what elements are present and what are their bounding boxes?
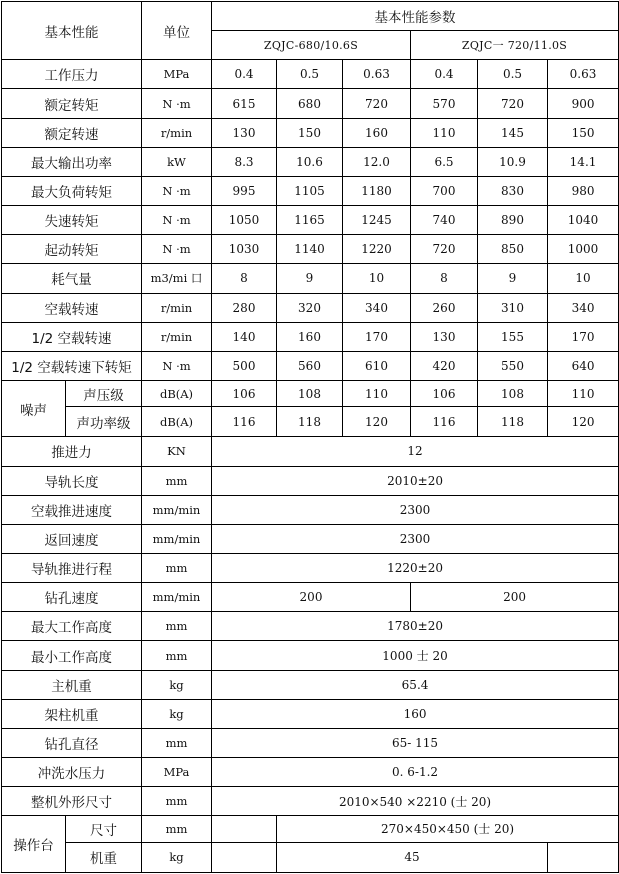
row-unit: kg (142, 699, 212, 728)
cell: 9 (277, 264, 343, 293)
cell: 1000 士 20 (212, 641, 619, 670)
cell: 9 (478, 264, 548, 293)
cell: 980 (548, 176, 619, 205)
header-params: 基本性能参数 (212, 2, 619, 31)
cell: 170 (343, 322, 411, 351)
cell: 560 (277, 351, 343, 380)
cell: 10 (343, 264, 411, 293)
row-unit: MPa (142, 60, 212, 89)
row-console-weight (2, 842, 619, 872)
header-model-2: ZQJC一 720/11.0S (411, 31, 619, 60)
cell: 116 (212, 407, 277, 437)
row-rail-stroke (2, 553, 619, 582)
cell: 610 (343, 351, 411, 380)
cell: 150 (277, 118, 343, 147)
cell: 1050 (212, 206, 277, 235)
row-unit: mm (142, 641, 212, 670)
cell: 130 (411, 322, 478, 351)
row-label: 声压级 (66, 381, 142, 407)
row-unit: dB(A) (142, 381, 212, 407)
row-label: 声功率级 (66, 407, 142, 437)
row-console-size (2, 816, 619, 842)
cell: 890 (478, 206, 548, 235)
row-drill-diameter (2, 728, 619, 757)
row-max-output-power (2, 147, 619, 176)
cell: 0. 6-1.2 (212, 758, 619, 787)
row-sound-power (2, 407, 619, 437)
row-flush-pressure (2, 758, 619, 787)
row-stall-torque (2, 206, 619, 235)
cell: 615 (212, 89, 277, 118)
cell: 720 (411, 235, 478, 264)
row-column-weight (2, 699, 619, 728)
row-half-idle-torque (2, 351, 619, 380)
row-unit: N ·m (142, 351, 212, 380)
row-label: 失速转矩 (2, 206, 142, 235)
cell: 65.4 (212, 670, 619, 699)
cell: 118 (478, 407, 548, 437)
cell: 2010±20 (212, 466, 619, 495)
row-rated-speed (2, 118, 619, 147)
row-sound-pressure (2, 381, 619, 407)
row-unit: mm (142, 612, 212, 641)
row-label: 额定转速 (2, 118, 142, 147)
cell: 155 (478, 322, 548, 351)
row-unit: mm/min (142, 524, 212, 553)
cell: 1180 (343, 176, 411, 205)
cell: 150 (548, 118, 619, 147)
row-unit: mm (142, 553, 212, 582)
cell: 1140 (277, 235, 343, 264)
cell: 340 (343, 293, 411, 322)
blank-cell (548, 842, 619, 872)
cell: 120 (343, 407, 411, 437)
cell: 12.0 (343, 147, 411, 176)
cell: 0.5 (478, 60, 548, 89)
cell: 0.63 (343, 60, 411, 89)
row-label: 机重 (66, 842, 142, 872)
cell: 1220±20 (212, 553, 619, 582)
row-label: 架柱机重 (2, 699, 142, 728)
cell: 160 (277, 322, 343, 351)
cell: 1000 (548, 235, 619, 264)
cell: 108 (478, 381, 548, 407)
cell: 8 (212, 264, 277, 293)
cell: 500 (212, 351, 277, 380)
row-unit: KN (142, 437, 212, 466)
row-unit: r/min (142, 322, 212, 351)
noise-group-label: 噪声 (2, 381, 66, 437)
cell: 8.3 (212, 147, 277, 176)
row-label: 起动转矩 (2, 235, 142, 264)
row-max-load-torque (2, 176, 619, 205)
cell: 110 (411, 118, 478, 147)
cell: 106 (212, 381, 277, 407)
cell: 116 (411, 407, 478, 437)
row-unit: kg (142, 670, 212, 699)
cell: 1040 (548, 206, 619, 235)
cell: 260 (411, 293, 478, 322)
row-unit: N ·m (142, 176, 212, 205)
cell: 680 (277, 89, 343, 118)
cell: 14.1 (548, 147, 619, 176)
header-property: 基本性能 (2, 2, 142, 60)
cell: 420 (411, 351, 478, 380)
row-label: 1/2 空载转速 (2, 322, 142, 351)
cell: 900 (548, 89, 619, 118)
row-unit: mm (142, 787, 212, 816)
console-group-label: 操作台 (2, 816, 66, 873)
cell: 1030 (212, 235, 277, 264)
cell: 570 (411, 89, 478, 118)
row-label: 主机重 (2, 670, 142, 699)
row-rail-length (2, 466, 619, 495)
row-idle-speed (2, 293, 619, 322)
cell: 120 (548, 407, 619, 437)
cell: 145 (478, 118, 548, 147)
cell: 280 (212, 293, 277, 322)
cell: 310 (478, 293, 548, 322)
cell: 130 (212, 118, 277, 147)
cell: 550 (478, 351, 548, 380)
cell: 0.63 (548, 60, 619, 89)
row-label: 导轨长度 (2, 466, 142, 495)
cell: 106 (411, 381, 478, 407)
cell: 10 (548, 264, 619, 293)
row-label: 最小工作高度 (2, 641, 142, 670)
row-label: 冲洗水压力 (2, 758, 142, 787)
row-label: 最大输出功率 (2, 147, 142, 176)
cell: 10.6 (277, 147, 343, 176)
row-label: 空载转速 (2, 293, 142, 322)
cell: 700 (411, 176, 478, 205)
row-main-weight (2, 670, 619, 699)
row-return-speed (2, 524, 619, 553)
cell: 2300 (212, 495, 619, 524)
cell: 8 (411, 264, 478, 293)
row-label: 工作压力 (2, 60, 142, 89)
row-drill-speed (2, 583, 619, 612)
spec-table (1, 1, 619, 873)
row-label: 钻孔直径 (2, 728, 142, 757)
cell: 200 (411, 583, 619, 612)
cell: 720 (478, 89, 548, 118)
cell: 995 (212, 176, 277, 205)
row-unit: r/min (142, 293, 212, 322)
header-unit: 单位 (142, 2, 212, 60)
cell: 12 (212, 437, 619, 466)
row-unit: kg (142, 842, 212, 872)
row-unit: mm (142, 466, 212, 495)
row-rated-torque (2, 89, 619, 118)
row-label: 耗气量 (2, 264, 142, 293)
cell: 320 (277, 293, 343, 322)
cell: 200 (212, 583, 411, 612)
cell: 110 (548, 381, 619, 407)
cell: 1220 (343, 235, 411, 264)
cell: 850 (478, 235, 548, 264)
row-label: 钻孔速度 (2, 583, 142, 612)
cell: 45 (277, 842, 548, 872)
cell: 65- 115 (212, 728, 619, 757)
row-unit: dB(A) (142, 407, 212, 437)
row-thrust (2, 437, 619, 466)
row-unit: N ·m (142, 206, 212, 235)
row-label: 返回速度 (2, 524, 142, 553)
row-label: 最大负荷转矩 (2, 176, 142, 205)
blank-cell (212, 816, 277, 842)
row-min-work-height (2, 641, 619, 670)
row-work-pressure (2, 60, 619, 89)
row-label: 整机外形尺寸 (2, 787, 142, 816)
row-unit: mm/min (142, 583, 212, 612)
row-unit: N ·m (142, 89, 212, 118)
row-label: 空载推进速度 (2, 495, 142, 524)
cell: 340 (548, 293, 619, 322)
row-half-idle-speed (2, 322, 619, 351)
row-label: 推进力 (2, 437, 142, 466)
cell: 270×450×450 (士 20) (277, 816, 619, 842)
cell: 6.5 (411, 147, 478, 176)
row-label: 额定转矩 (2, 89, 142, 118)
cell: 1780±20 (212, 612, 619, 641)
row-label: 最大工作高度 (2, 612, 142, 641)
row-unit: mm/min (142, 495, 212, 524)
row-max-work-height (2, 612, 619, 641)
blank-cell (212, 842, 277, 872)
row-unit: r/min (142, 118, 212, 147)
row-unit: mm (142, 816, 212, 842)
cell: 2300 (212, 524, 619, 553)
row-unit: kW (142, 147, 212, 176)
row-label: 1/2 空载转速下转矩 (2, 351, 142, 380)
cell: 0.4 (212, 60, 277, 89)
cell: 640 (548, 351, 619, 380)
row-idle-feed-speed (2, 495, 619, 524)
cell: 10.9 (478, 147, 548, 176)
header-model-1: ZQJC-680/10.6S (212, 31, 411, 60)
cell: 830 (478, 176, 548, 205)
row-label: 尺寸 (66, 816, 142, 842)
row-unit: MPa (142, 758, 212, 787)
cell: 720 (343, 89, 411, 118)
row-unit: m3/mi 口 (142, 264, 212, 293)
cell: 0.4 (411, 60, 478, 89)
cell: 140 (212, 322, 277, 351)
row-label: 导轨推进行程 (2, 553, 142, 582)
cell: 160 (212, 699, 619, 728)
cell: 1245 (343, 206, 411, 235)
cell: 2010×540 ×2210 (士 20) (212, 787, 619, 816)
row-overall-dimensions (2, 787, 619, 816)
cell: 160 (343, 118, 411, 147)
cell: 118 (277, 407, 343, 437)
cell: 0.5 (277, 60, 343, 89)
cell: 1105 (277, 176, 343, 205)
cell: 740 (411, 206, 478, 235)
cell: 170 (548, 322, 619, 351)
row-unit: mm (142, 728, 212, 757)
cell: 1165 (277, 206, 343, 235)
cell: 110 (343, 381, 411, 407)
row-starting-torque (2, 235, 619, 264)
row-unit: N ·m (142, 235, 212, 264)
row-air-consumption (2, 264, 619, 293)
cell: 108 (277, 381, 343, 407)
